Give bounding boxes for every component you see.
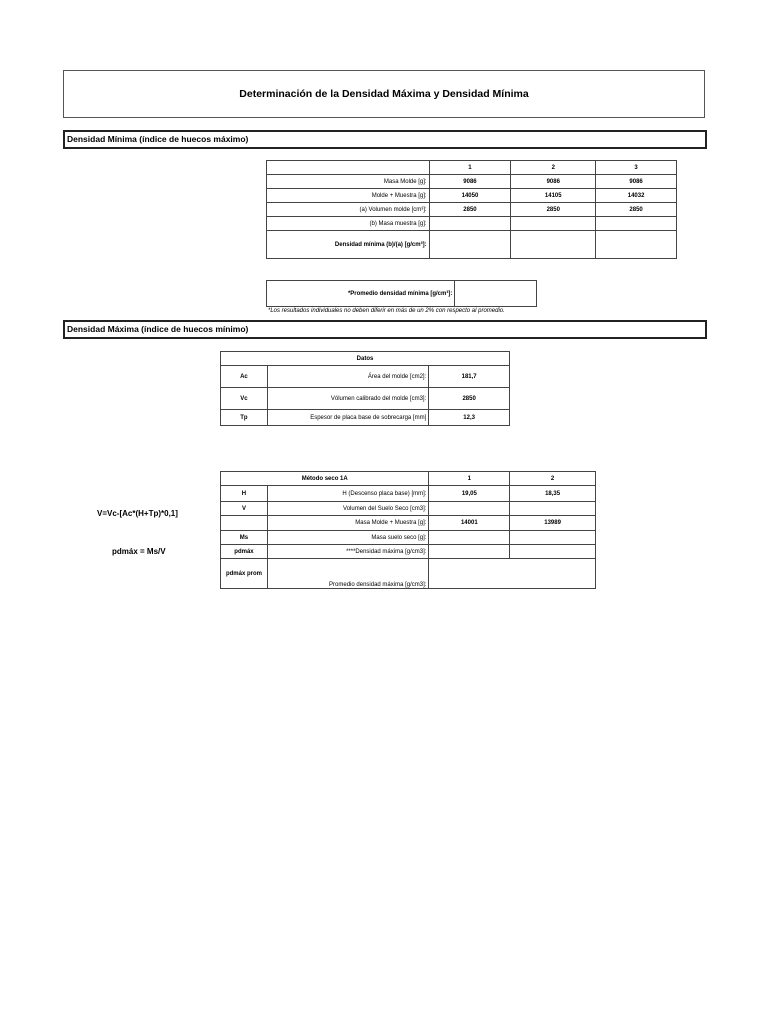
row-label: H (Descenso placa base) [mm]: (267, 486, 429, 502)
cell-value[interactable] (429, 545, 510, 559)
page-title-box (63, 70, 705, 118)
row-label: Masa Molde + Muestra [g]: (267, 516, 429, 531)
min-density-table (266, 160, 677, 259)
row-label: Molde + Muestra [g]: (267, 189, 430, 203)
table-row (267, 231, 677, 259)
average-label: *Promedio densidad mínima [g/cm³]: (267, 281, 455, 307)
cell-value[interactable]: 2850 (429, 203, 511, 217)
density-formula: pdmáx = Ms/V (112, 547, 166, 556)
table-row (221, 410, 510, 426)
row-label: (b) Masa muestra [g]: (267, 217, 430, 231)
row-label: Masa Molde [g]: (267, 175, 430, 189)
cell-value[interactable]: 13989 (510, 516, 596, 531)
metodo-title: Método seco 1A (221, 472, 429, 486)
average-value[interactable] (429, 559, 596, 589)
table-row (221, 516, 596, 531)
column-header: 3 (596, 161, 677, 175)
tolerance-note: *Los resultados individuales no deben diferir en más de un 2% con respecto al promedio. (268, 308, 505, 314)
cell-value[interactable]: 14105 (511, 189, 596, 203)
column-header: 1 (429, 161, 511, 175)
table-header-row (221, 472, 596, 486)
cell-value[interactable]: 2850 (429, 388, 510, 410)
page-title: Determinación de la Densidad Máxima y Densidad Mínima (239, 88, 529, 100)
cell-value[interactable] (429, 531, 510, 545)
row-label: Densidad mínima (b)/(a) [g/cm³]: (267, 231, 430, 259)
cell-value[interactable]: 19,05 (429, 486, 510, 502)
symbol-cell: Ms (221, 531, 268, 545)
row-label: ****Densidad máxima [g/cm3]: (267, 545, 429, 559)
row-label: Vólumen calibrado del molde [cm3]: (267, 388, 428, 410)
cell-value[interactable] (429, 502, 510, 516)
symbol-cell: V (221, 502, 268, 516)
row-label: Promedio densidad máxima [g/cm3]: (267, 559, 429, 589)
cell-value[interactable]: 9086 (511, 175, 596, 189)
symbol-cell: pdmáx prom (221, 559, 268, 589)
cell-value[interactable]: 2850 (511, 203, 596, 217)
table-row (221, 388, 510, 410)
symbol-cell: H (221, 486, 268, 502)
cell-value[interactable]: 14032 (596, 189, 677, 203)
cell-value[interactable] (429, 217, 511, 231)
cell-value[interactable]: 12,3 (429, 410, 510, 426)
column-header: 2 (511, 161, 596, 175)
table-row (221, 502, 596, 516)
cell-value[interactable] (510, 531, 596, 545)
empty-cell (267, 161, 430, 175)
table-row (267, 189, 677, 203)
row-label: Espesor de placa base de sobrecarga [mm] (267, 410, 428, 426)
section-header-min-density: Densidad Mínima (índice de huecos máximo) (63, 130, 707, 149)
table-row (221, 486, 596, 502)
symbol-cell (221, 516, 268, 531)
cell-value[interactable]: 181,7 (429, 366, 510, 388)
cell-value[interactable]: 14001 (429, 516, 510, 531)
table-row (221, 559, 596, 589)
min-density-average-table (266, 280, 537, 307)
cell-value[interactable]: 2850 (596, 203, 677, 217)
row-label: (a) Volumen molde [cm³]: (267, 203, 430, 217)
row-label: Volumen del Suelo Seco [cm3]: (267, 502, 429, 516)
cell-value[interactable] (510, 502, 596, 516)
table-row (267, 217, 677, 231)
row-label: Masa suelo seco [g]: (267, 531, 429, 545)
cell-value[interactable]: 18,35 (510, 486, 596, 502)
cell-value[interactable]: 14050 (429, 189, 511, 203)
row-label: Área del molde [cm2]: (267, 366, 428, 388)
symbol-cell: pdmáx (221, 545, 268, 559)
cell-value[interactable]: 9086 (596, 175, 677, 189)
section-header-max-density: Densidad Máxima (índice de huecos mínimo) (63, 320, 707, 339)
table-row (267, 203, 677, 217)
datos-table (220, 351, 510, 426)
cell-value[interactable]: 9086 (429, 175, 511, 189)
cell-value[interactable] (596, 217, 677, 231)
volume-formula: V=Vc-[Ac*(H+Tp)*0,1] (97, 509, 178, 518)
datos-title: Datos (221, 352, 510, 366)
average-value[interactable] (455, 281, 537, 307)
symbol-cell: Vc (221, 388, 268, 410)
table-row (221, 545, 596, 559)
column-header: 2 (510, 472, 596, 486)
cell-value[interactable] (510, 545, 596, 559)
metodo-seco-table (220, 471, 596, 589)
symbol-cell: Ac (221, 366, 268, 388)
cell-value[interactable] (511, 217, 596, 231)
table-row (221, 531, 596, 545)
table-row (221, 366, 510, 388)
table-header-row (267, 161, 677, 175)
table-row (267, 175, 677, 189)
cell-value[interactable] (429, 231, 511, 259)
symbol-cell: Tp (221, 410, 268, 426)
cell-value[interactable] (596, 231, 677, 259)
column-header: 1 (429, 472, 510, 486)
cell-value[interactable] (511, 231, 596, 259)
